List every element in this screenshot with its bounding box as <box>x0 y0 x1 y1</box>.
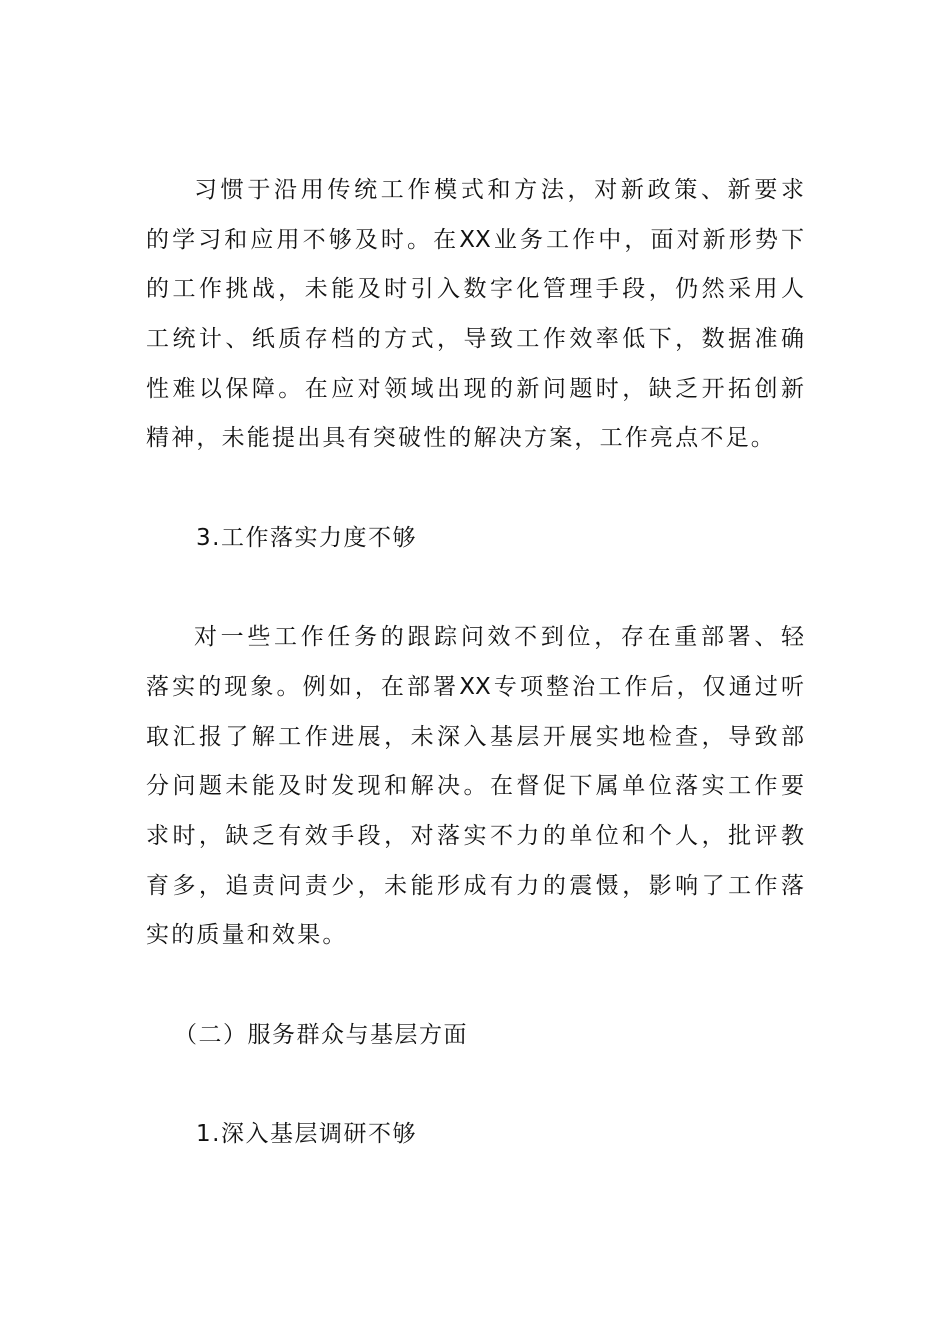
paragraph <box>146 613 804 961</box>
text-line: 实的质量和效果。 <box>146 922 348 949</box>
text-line: 分问题未能及时发现和解决。在督促下属单位落实工作要 <box>146 773 804 800</box>
document-page <box>146 166 804 1160</box>
text-line: 的学习和应用不够及时。在XX业务工作中，面对新形势下 <box>146 226 804 253</box>
paragraph <box>146 166 804 464</box>
text-line: 取汇报了解工作进展，未深入基层开展实地检查，导致部 <box>146 723 804 750</box>
text-line: 性难以保障。在应对领域出现的新问题时，缺乏开拓创新 <box>146 375 804 402</box>
text-line: 求时，缺乏有效手段，对落实不力的单位和个人，批评教 <box>146 822 804 849</box>
text-line: 对一些工作任务的跟踪问效不到位，存在重部署、轻 <box>194 624 804 651</box>
section-heading: 3.工作落实力度不够 <box>196 524 417 551</box>
subsection-heading: 1.深入基层调研不够 <box>196 1121 417 1148</box>
text-line: 习惯于沿用传统工作模式和方法，对新政策、新要求 <box>194 177 804 203</box>
text-line: 工统计、纸质存档的方式，导致工作效率低下，数据准确 <box>146 326 804 353</box>
section-heading: （二）服务群众与基层方面 <box>174 1021 468 1048</box>
text-line: 的工作挑战，未能及时引入数字化管理手段，仍然采用人 <box>146 276 804 303</box>
text-line: 落实的现象。例如，在部署XX专项整治工作后，仅通过听 <box>146 673 804 700</box>
text-line: 精神，未能提出具有突破性的解决方案，工作亮点不足。 <box>146 425 776 452</box>
text-line: 育多，追责问责少，未能形成有力的震慑，影响了工作落 <box>146 872 804 899</box>
